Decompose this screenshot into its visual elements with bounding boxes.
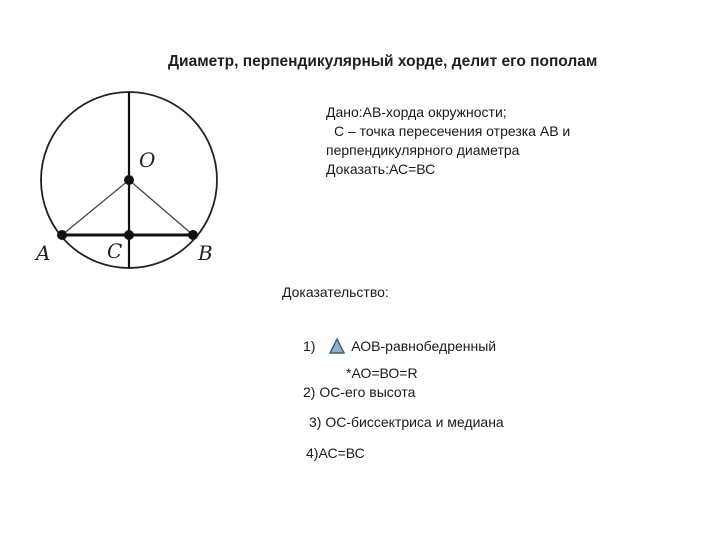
given-line-3: перпендикулярного диаметра <box>326 142 520 158</box>
step-1-number: 1) <box>303 338 316 354</box>
point-o <box>124 175 134 185</box>
step-1-text: АОВ-равнобедренный <box>351 338 497 354</box>
proof-step-1 <box>303 338 496 354</box>
proof-step-1-note: *АО=ВО=R <box>346 365 418 381</box>
triangle-icon <box>329 338 345 354</box>
circle-diagram <box>0 80 240 360</box>
proof-step-2: 2) ОС-его высота <box>303 384 416 400</box>
given-line-4: Доказать:АС=ВС <box>326 161 436 177</box>
proof-heading: Доказательство: <box>282 284 389 300</box>
given-block <box>326 103 716 179</box>
radius-oa <box>62 180 129 235</box>
given-line-2: С – точка пересечения отрезка АВ и <box>334 123 571 139</box>
label-c: C <box>107 239 123 263</box>
point-b <box>188 230 198 240</box>
radius-ob <box>129 180 193 235</box>
point-c <box>124 230 134 240</box>
label-o: O <box>139 148 156 172</box>
slide-title: Диаметр, перпендикулярный хорде, делит его пополам <box>168 53 598 70</box>
proof-step-4: 4)АС=ВС <box>306 445 365 461</box>
label-a: A <box>36 241 51 265</box>
point-a <box>57 230 67 240</box>
label-b: B <box>198 241 213 265</box>
given-line-1: Дано:АВ-хорда окружности; <box>326 104 507 120</box>
proof-step-3: 3) ОС-биссектриса и медиана <box>309 414 504 430</box>
